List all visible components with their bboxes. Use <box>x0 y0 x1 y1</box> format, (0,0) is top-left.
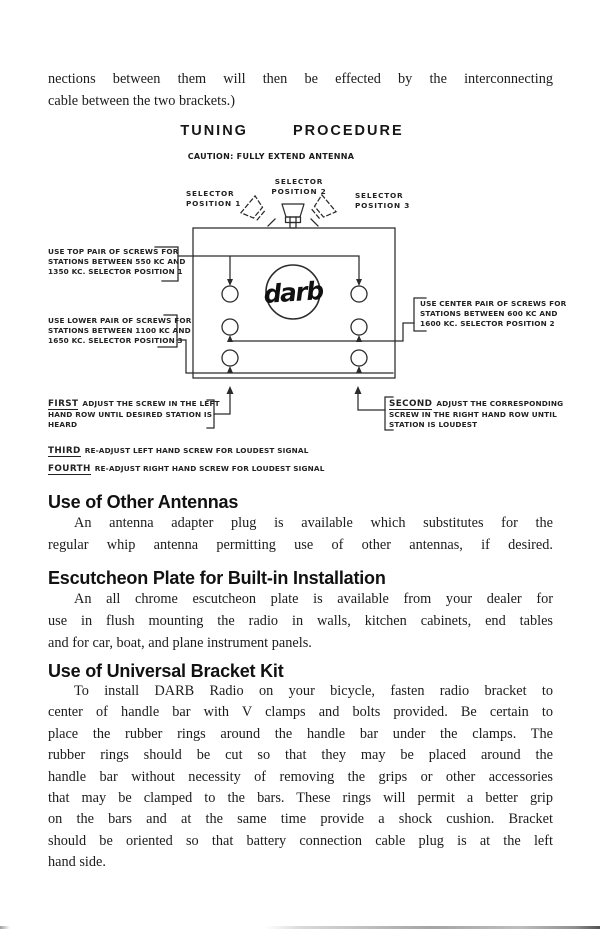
knob-left-base-tick <box>268 219 275 226</box>
arrow-up-icon <box>355 386 362 394</box>
step-third-note: THIRD RE-ADJUST LEFT HAND SCREW FOR LOUDEST SIGNAL <box>48 446 309 456</box>
title-word-tuning: TUNING <box>180 123 248 139</box>
callout-top-pair: USE TOP PAIR OF SCREWS FOR STATIONS BETWEEN 550 KC AND 1350 KC. SELECTOR POSITION 1 <box>48 247 186 276</box>
screw-icon <box>351 286 367 302</box>
tuning-procedure-title <box>0 123 600 139</box>
text-line: An all chrome escutcheon plate is available from your dealer for <box>74 591 553 607</box>
arrow-up-icon <box>227 366 233 373</box>
step-fourth-note: FOURTH RE-ADJUST RIGHT HAND SCREW FOR LOUDEST SIGNAL <box>48 464 325 474</box>
screw-icon <box>351 350 367 366</box>
intro-paragraph <box>48 68 553 112</box>
selector-position-3-label: SELECTOR POSITION 3 <box>355 191 411 210</box>
knob-right-base-tick <box>311 219 318 226</box>
section-paragraph <box>48 681 553 874</box>
leader-center-pair <box>230 323 414 341</box>
selector-knob-dashed-left-icon <box>241 196 268 224</box>
text-line: place the rubber rings around the handle bar under the clamps. The <box>48 725 553 742</box>
screw-icon <box>222 350 238 366</box>
step-third-label: THIRD <box>48 446 81 456</box>
step-first-label: FIRST <box>48 399 79 409</box>
section-heading: Use of Universal Bracket Kit <box>48 661 284 681</box>
step-second-note: SECOND ADJUST THE CORRESPONDING SCREW IN THE RIGHT HAND ROW UNTIL STATION IS LOUDEST <box>389 399 564 429</box>
section-heading: Use of Other Antennas <box>48 492 239 512</box>
section-paragraph <box>48 512 553 556</box>
text-line: nections between them will then be effected by the interconnecting <box>48 71 553 87</box>
text-line: handle bar without necessity of removing the grips or other accessories <box>48 768 553 785</box>
step-second-label: SECOND <box>389 399 433 409</box>
selector-knob-dashed-right-icon <box>309 195 336 223</box>
text-line: rubber rings should be cut so that they may be placed around the <box>48 747 553 764</box>
callout-center-pair: USE CENTER PAIR OF SCREWS FOR STATIONS BETWEEN 600 KC AND 1600 KC. SELECTOR POSITION 2 <box>420 299 567 328</box>
arrow-down-icon <box>227 279 233 286</box>
caution-note: CAUTION: FULLY EXTEND ANTENNA <box>187 152 355 161</box>
screw-icon <box>222 319 238 335</box>
callout-lower-pair: USE LOWER PAIR OF SCREWS FOR STATIONS BETWEEN 1100 KC AND 1650 KC. SELECTOR POSITION 3 <box>48 316 192 345</box>
section-heading: Escutcheon Plate for Built-in Installation <box>48 568 386 588</box>
arrow-up-icon <box>227 335 233 342</box>
text-line: on the bars and at the same time provide a shock cushion. Bracket <box>48 811 553 828</box>
leader-second <box>358 393 385 410</box>
arrow-down-icon <box>356 279 362 286</box>
screw-icon <box>351 319 367 335</box>
step-first-note: FIRST ADJUST THE SCREW IN THE LEFT HAND ROW UNTIL DESIRED STATION IS HEARD <box>48 399 220 429</box>
text-line: that may be clamped to the bars. These rings will permit a better grip <box>48 790 553 807</box>
arrow-up-icon <box>227 386 234 394</box>
title-word-procedure: PROCEDURE <box>292 123 404 139</box>
arrow-up-icon <box>356 366 362 373</box>
selector-position-1-label: SELECTOR POSITION 1 <box>186 189 242 208</box>
step-fourth-label: FOURTH <box>48 464 91 474</box>
text-line: center of handle bar with V clamps and bolts provided. Be certain to <box>48 704 553 721</box>
darb-logo: darb <box>262 275 324 310</box>
text-line: cable between the two brackets.) <box>48 93 235 109</box>
leader-top-pair <box>178 256 359 279</box>
text-line: To install DARB Radio on your bicycle, fasten radio bracket to <box>74 683 553 699</box>
selector-knob-icon <box>282 204 304 228</box>
text-line: should be oriented so that battery connection cable plug is at the left <box>48 832 553 849</box>
text-line: regular whip antenna permitting use of other antennas, if desired. <box>48 537 553 553</box>
text-line: An antenna adapter plug is available which substitutes for the <box>74 515 553 531</box>
text-line: and for car, boat, and plane instrument panels. <box>48 635 312 651</box>
text-line: hand side. <box>48 854 106 871</box>
section-paragraph <box>48 588 553 654</box>
selector-position-2-label: SELECTOR POSITION 2 <box>271 177 327 196</box>
leader-lower-pair <box>177 340 393 373</box>
screw-icon <box>222 286 238 302</box>
text-line: use in flush mounting the radio in walls, kitchen cabinets, end tables <box>48 613 553 629</box>
arrow-up-icon <box>356 335 362 342</box>
